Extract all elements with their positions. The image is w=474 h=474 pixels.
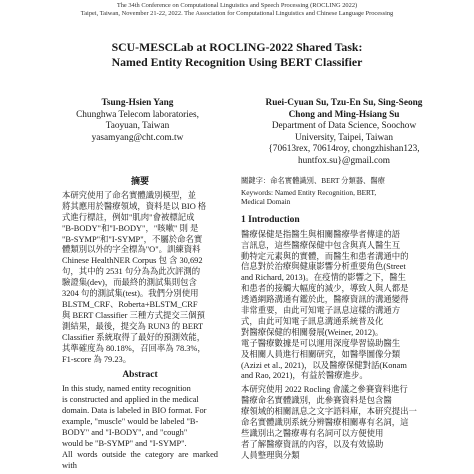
right-column bbox=[241, 176, 447, 462]
introduction-line: 信息對於治療與健康影響分析重要角色(Street bbox=[241, 262, 406, 272]
abstract-cjk-line: F1-score 為 79.23。 bbox=[62, 354, 132, 364]
introduction-line: 式，由此可知電子訊息溝通系統普及化 bbox=[241, 316, 384, 326]
author-affiliation: Department of Data Science, Soochow bbox=[271, 121, 417, 132]
abstract-line: is constructed and applied in the medical bbox=[62, 395, 199, 405]
abstract-line: BODY" and "I-BODY", and "cough" bbox=[62, 427, 188, 437]
abstract-cjk-line: 其準確度為 80.18%，召回率為 78.3%， bbox=[62, 343, 206, 353]
introduction-line: 醫療命名實體識別，此參賽資料是包含醫 bbox=[241, 396, 392, 406]
introduction-line: 療領域的相關訊息之文字語料庫，本研究提出一 bbox=[241, 407, 417, 417]
abstract-cjk-line: Chinese HealthNER Corpus 包 含 30,692 bbox=[62, 256, 203, 266]
abstract-cjk-heading: 摘要 bbox=[130, 176, 149, 186]
author-location: University, Taipei, Taiwan bbox=[295, 132, 393, 143]
introduction-line: 言訊息，這些醫療保健中包含與真人醫生互 bbox=[241, 240, 401, 250]
abstract-cjk-line: 句，其中的 2531 句分為為此次評測的 bbox=[62, 267, 201, 277]
introduction-line: 對醫療保健的相關發展(Weiner, 2012)。 bbox=[241, 327, 384, 337]
introduction-line: 些識別出之醫療專有名詞可以方便使用 bbox=[241, 429, 384, 438]
abstract-cjk-line: 體類別以外的字全標為"O"。訓練資料 bbox=[62, 245, 201, 255]
abstract-cjk-line: 與 BERT Classifier 三種方式提交三個預 bbox=[62, 310, 205, 320]
introduction-line: 者了解醫療資訊的內容，以及有效協助 bbox=[241, 439, 384, 449]
introduction-line: 及相關人員進行相關研究，如醫學圖像分類 bbox=[241, 349, 401, 359]
introduction-heading: 1 Introduction bbox=[241, 214, 300, 225]
author-affiliation: Chunghwa Telecom laboratories, bbox=[76, 109, 199, 120]
introduction-paragraph-1 bbox=[241, 230, 447, 383]
introduction-line: 醫療保健是指醫生與相關醫療學者傳達的語 bbox=[241, 229, 401, 239]
left-column bbox=[62, 176, 218, 472]
introduction-line: 動特定元素與的實體，而醫生和患者溝通中的 bbox=[241, 251, 409, 261]
abstract-cjk-line: 本研究使用了命名實體識別模型，並 bbox=[62, 190, 196, 200]
abstract-cjk-line: 驗證集(dev)，而最終的測試集則包含 bbox=[62, 278, 197, 288]
abstract-cjk-line: 將其應用於醫療領域，資料是以 BIO 格 bbox=[62, 201, 207, 211]
abstract-line: example, "muscle" would be labeled "B- bbox=[62, 417, 199, 427]
keywords-en-line2: Medical Domain bbox=[241, 197, 291, 207]
introduction-line: 命名實體識別系統分辨醫療相關專有名詞，這 bbox=[241, 418, 409, 428]
introduction-line: and Richard, 2013)。在疫情的影響之下，醫生 bbox=[241, 273, 406, 283]
author-email: yasamyang@cht.com.tw bbox=[91, 132, 184, 143]
abstract-cjk-line: "B-BODY"和"I-BODY"，"咳嗽" 則 是 bbox=[62, 223, 199, 233]
author-email-line2: huntfox.su}@gmail.com bbox=[297, 155, 391, 166]
abstract-line: In this study, named entity recognition bbox=[62, 384, 191, 394]
abstract-body bbox=[62, 384, 218, 471]
introduction-line: 電子醫療數據是可以運用深度學習協助醫生 bbox=[241, 338, 401, 348]
keywords-cjk: 關鍵字：命名實體識別、BERT 分類器、醫療 bbox=[241, 176, 385, 185]
abstract-line: would be "B-SYMP" and "I-SYMP". bbox=[62, 438, 187, 448]
abstract-line: All words outside the category are marked with bbox=[62, 449, 218, 470]
abstract-line: domain. Data is labeled in BIO format. For bbox=[62, 406, 207, 416]
author-location: Taoyuan, Taiwan bbox=[105, 121, 170, 132]
abstract-cjk-body bbox=[62, 191, 218, 366]
author-block-left bbox=[40, 98, 235, 144]
author-email-line1: {70613rex, 70614roy, chongzhishan123, bbox=[268, 144, 420, 155]
conference-header-line1: The 34th Conference on Computational Linguistics and Speech Processing (ROCLING 2022) bbox=[116, 2, 358, 9]
abstract-cjk-line: Classifier 系統取得了最好的預測效能， bbox=[62, 332, 206, 342]
abstract-cjk-line: 3204 句的測試集(test)。我們分別使用 bbox=[62, 289, 199, 299]
introduction-line: 非常重要，由此可知電子訊息這樣的溝通方 bbox=[241, 306, 401, 316]
abstract-heading: Abstract bbox=[122, 370, 158, 381]
introduction-line: 人員整理與分類 bbox=[241, 450, 300, 460]
introduction-paragraph-2 bbox=[241, 385, 447, 461]
introduction-line: 和患者的接觸大幅度的減少，導致人與人都是 bbox=[241, 284, 409, 294]
introduction-line: 本研究使用 2022 Rocling 會議之參賽資料進行 bbox=[241, 385, 408, 395]
abstract-cjk-line: "B-SYMP"和"I-SYMP"，不屬於命名實 bbox=[62, 234, 203, 244]
author-name: Tsung-Hsien Yang bbox=[101, 98, 174, 108]
abstract-cjk-line: BLSTM_CRF、Roberta+BLSTM_CRF bbox=[62, 299, 198, 309]
abstract-cjk-line: 式進行標註，例如"肌肉"會被標記成 bbox=[62, 212, 195, 222]
author-names-line2: Chong and Ming-Hsiang Su bbox=[288, 109, 400, 120]
conference-header-line2: Taipei, Taiwan, November 21-22, 2022. The Association for Computational Linguistics and Chinese Language Processing bbox=[80, 10, 394, 17]
author-names-line1: Ruei-Cyuan Su, Tzu-En Su, Sing-Seong bbox=[265, 98, 423, 108]
keywords-en-line1: Keywords: Named Entity Recognition, BERT, bbox=[241, 187, 377, 197]
introduction-line: and Rao, 2021)，有益於醫療進步。 bbox=[241, 371, 368, 381]
introduction-line: (Azizi et al., 2021)，以及醫療保健對話(Konam bbox=[241, 360, 407, 370]
introduction-line: 透過網路溝通有鑑於此，醫療資訊的溝通變得 bbox=[241, 295, 409, 305]
author-block-right bbox=[228, 98, 460, 168]
paper-title-line2: Named Entity Recognition Using BERT Classifier bbox=[111, 55, 363, 69]
abstract-cjk-line: 測結果，最後，提交為 RUN3 的 BERT bbox=[62, 321, 204, 331]
paper-title-line1: SCU-MESCLab at ROCLING-2022 Shared Task: bbox=[111, 40, 363, 54]
